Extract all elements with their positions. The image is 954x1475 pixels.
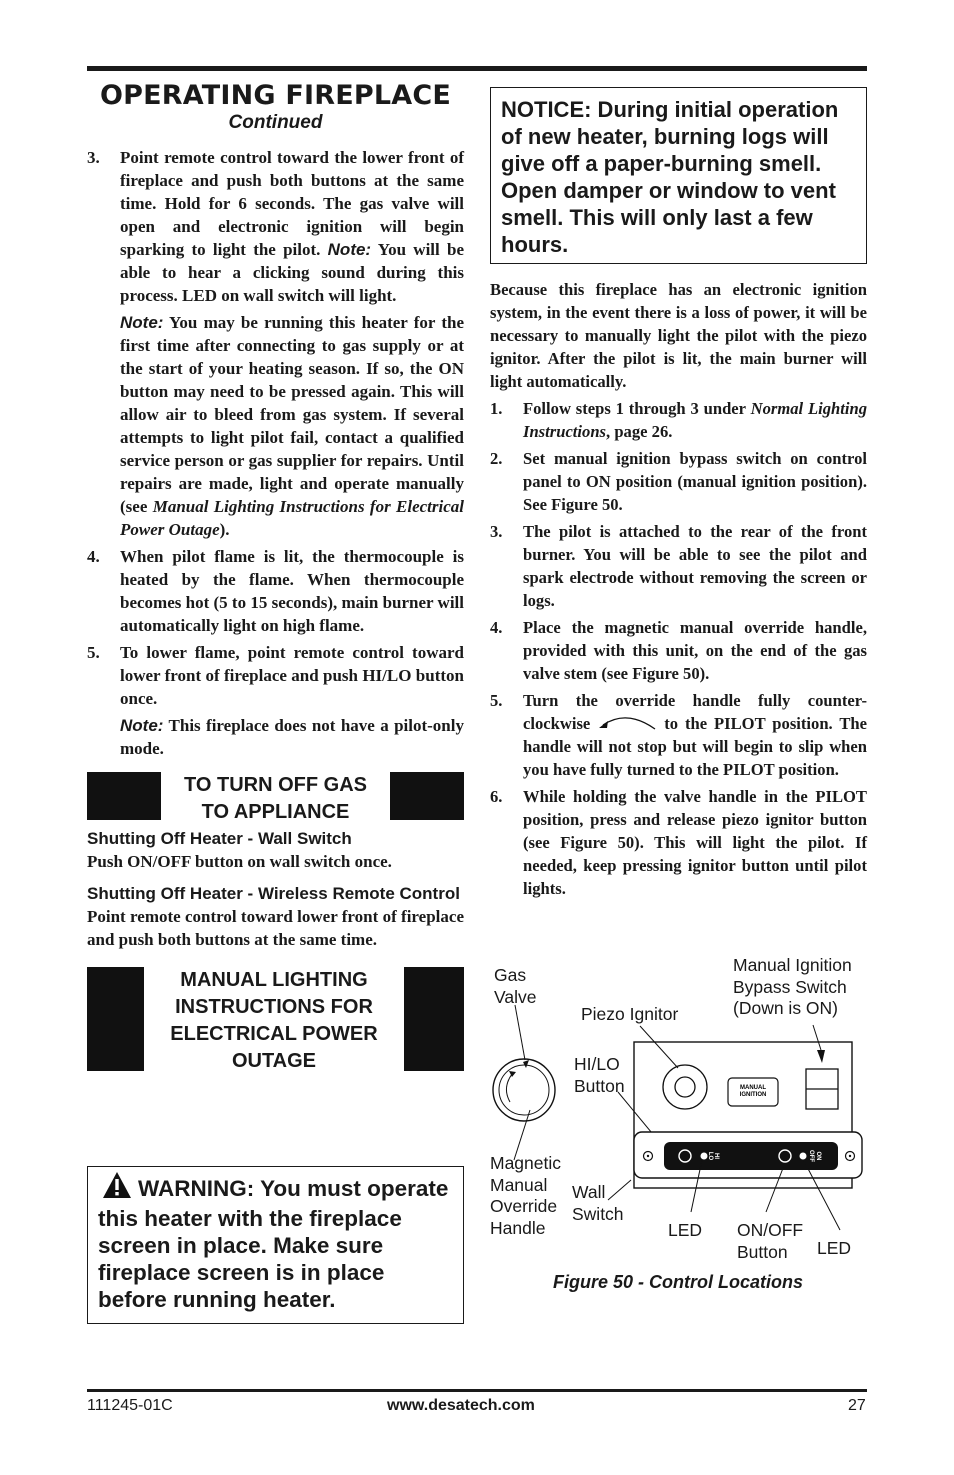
top-rule xyxy=(87,66,867,71)
magnetic-handle-label: Magnetic Manual Override Handle xyxy=(490,1153,562,1238)
list-item: 5. Turn the override handle fully counter-clockwise to the PILOT position. The handle will not stop but will begin to slip when you have fully turned to the PILOT position. xyxy=(490,691,867,779)
list-item: 5. To lower flame, point remote control toward lower front of fireplace and push HI/LO button once. Note: This fireplace does not have a pilot-only mode. xyxy=(87,643,464,758)
note-label: Note: xyxy=(327,240,372,259)
list-item: 4. When pilot flame is lit, the thermocouple is heated by the flame. When thermocouple becomes hot (5 to 15 seconds), main burner will automatically light on high flame. xyxy=(87,547,464,635)
wall-switch-label: Wall Switch xyxy=(572,1182,624,1224)
list-item: 1. Follow steps 1 through 3 under Normal Lighting Instructions, page 26. xyxy=(490,399,868,441)
section-title: OPERATING FIREPLACE xyxy=(99,80,452,111)
hilo-button-label: HI/LO Button xyxy=(574,1054,625,1096)
page-number: 27 xyxy=(848,1397,866,1414)
remote-text: Point remote control toward lower front of fireplace and push both buttons at the same time. xyxy=(87,907,464,949)
note-label: Note: xyxy=(120,716,164,735)
counterclockwise-arrow-icon xyxy=(597,713,657,731)
right-column xyxy=(490,80,867,904)
led-label-1: LED xyxy=(668,1220,703,1240)
list-item: 2. Set manual ignition bypass switch on control panel to ON position (manual ignition position). See Figure 50. xyxy=(490,449,867,514)
intro-paragraph: Because this fireplace has an electronic ignition system, in the event there is a loss of power, it will be necessary to manually light the pilot with the piezo ignitor. After the pilot is lit, the main burner will light automatically. xyxy=(490,280,867,391)
warning-box xyxy=(87,1166,464,1324)
notice-box: NOTICE: During initial operation of new heater, burning logs will give off a paper-burning smell. Open damper or window to vent smell. This will only last a few hours. xyxy=(490,87,867,264)
hi-label: HI xyxy=(713,1153,719,1159)
warning-triangle-icon xyxy=(102,1171,132,1205)
wall-switch-text: Push ON/OFF button on wall switch once. xyxy=(87,852,392,871)
gas-valve-drawing xyxy=(493,1059,555,1121)
wall-switch-heading: Shutting Off Heater - Wall Switch xyxy=(87,829,352,848)
led-label-2: LED xyxy=(817,1238,852,1258)
list-item: 3. Point remote control toward the lower front of fireplace and push both buttons at the same time. Hold for 6 seconds. The gas valve will open and electronic ignition will begin sparking to light the pilot. Note: You will be able to hear a clicking sound during this process. LED on wall switch will light. Note: You may be running this heater for the first time after connecting to gas supply or at the start of your heating season. If so, the ON button may need to be pressed again. This will allow air to bleed from gas system. If several attempts to light pilot fail, contact a qualified service person or gas supplier for repairs. Until repairs are made, light and operate manually (see Manual Lighting Instructions for Electrical Power Outage). xyxy=(87,148,465,539)
website-link[interactable]: www.desatech.com xyxy=(387,1397,535,1414)
figure-caption: Figure 50 - Control Locations xyxy=(552,1272,803,1292)
section-subtitle: Continued xyxy=(228,112,323,133)
left-column xyxy=(87,80,464,1079)
warning-text: WARNING: You must operate this heater with the fireplace screen in place. Make sure fireplace screen is in place before running heater. xyxy=(98,1176,449,1312)
list-item: 4. Place the magnetic manual override handle, provided with this unit, on the end of the gas valve stem (see Figure 50). xyxy=(490,618,867,683)
on-label: ON xyxy=(815,1151,821,1161)
lo-label: LO xyxy=(707,1151,713,1161)
list-item: 6. While holding the valve handle in the PILOT position, press and release piezo ignitor button (see Figure 50). This will light the pilot. If needed, keep pressing ignitor button until pilot lights. xyxy=(490,787,867,898)
onoff-button-label: ON/OFF Button xyxy=(737,1220,804,1262)
bypass-switch-label: Manual Ignition Bypass Switch (Down is ON) xyxy=(733,955,852,1018)
bottom-rule xyxy=(87,1389,867,1392)
gas-valve-label: Gas Valve xyxy=(494,965,537,1007)
manual-lighting-banner: MANUAL LIGHTING INSTRUCTIONS FOR ELECTRICAL POWER OUTAGE xyxy=(87,967,464,1071)
remote-heading: Shutting Off Heater - Wireless Remote Control xyxy=(87,884,460,903)
left-steps-list xyxy=(87,146,464,760)
piezo-ignitor-label: Piezo Ignitor xyxy=(581,1004,679,1024)
note-label: Note: xyxy=(120,313,164,332)
doc-number: 111245-01C xyxy=(87,1397,173,1414)
list-item: 3. The pilot is attached to the rear of the front burner. You will be able to see the pilot and spark electrode without removing the screen or logs. xyxy=(490,522,867,610)
panel-tag-ignition: IGNITION xyxy=(739,1092,767,1098)
control-locations-figure xyxy=(488,950,868,1262)
panel-tag-manual: MANUAL xyxy=(740,1085,766,1091)
turn-off-banner: TO TURN OFF GAS TO APPLIANCE xyxy=(87,772,464,820)
right-steps-list xyxy=(490,397,867,900)
off-label: OFF xyxy=(808,1150,814,1162)
